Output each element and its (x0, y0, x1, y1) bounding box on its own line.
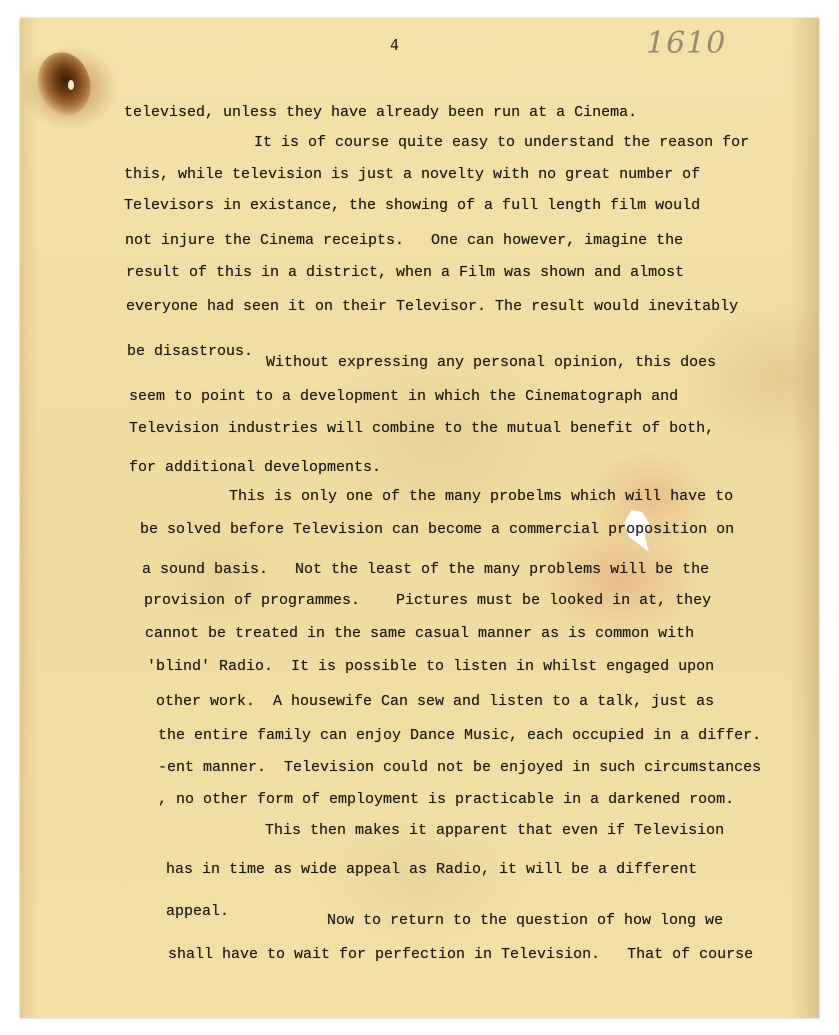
text-line: has in time as wide appeal as Radio, it will be a different (166, 861, 698, 878)
text-line: cannot be treated in the same casual manner as is common with (145, 625, 695, 642)
text-line: a sound basis. Not the least of the many problems will be the (142, 561, 710, 578)
page-number: 4 (390, 36, 400, 54)
text-line: Televisors in existance, the showing of a full length film would (124, 197, 701, 214)
burn-mark (31, 46, 98, 121)
text-line: result of this in a district, when a Film was shown and almost (126, 264, 685, 281)
text-line: , no other form of employment is practicable in a darkened room. (158, 791, 735, 808)
text-line: This then makes it apparent that even if Television (265, 822, 725, 839)
text-line: for additional developments. (129, 459, 382, 476)
text-line: seem to point to a development in which the Cinematograph and (129, 388, 679, 405)
text-line: be solved before Television can become a commercial proposition on (140, 521, 735, 538)
burn-hole (68, 80, 74, 90)
text-line: It is of course quite easy to understand the reason for (254, 134, 750, 151)
text-line: Now to return to the question of how long we (327, 912, 724, 929)
text-line: appeal. (166, 903, 230, 920)
archive-number: 1610 (646, 26, 727, 61)
text-line: 'blind' Radio. It is possible to listen in whilst engaged upon (147, 658, 715, 675)
text-line: other work. A housewife Can sew and listen to a talk, just as (156, 693, 715, 710)
text-line: this, while television is just a novelty with no great number of (124, 166, 701, 183)
text-line: not injure the Cinema receipts. One can however, imagine the (125, 232, 684, 249)
text-line: the entire family can enjoy Dance Music, each occupied in a differ. (158, 727, 762, 744)
text-line: Television industries will combine to the mutual benefit of both, (129, 420, 715, 437)
text-line: everyone had seen it on their Televisor. The result would inevitably (126, 298, 739, 315)
text-line: Without expressing any personal opinion, this does (266, 354, 717, 371)
text-line: provision of programmes. Pictures must be looked in at, they (144, 592, 712, 609)
text-line: This is only one of the many probelms which will have to (229, 488, 734, 505)
text-line: be disastrous. (127, 343, 254, 360)
text-line: -ent manner. Television could not be enjoyed in such circumstances (158, 759, 762, 776)
text-line: televised, unless they have already been run at a Cinema. (124, 104, 638, 121)
text-line: shall have to wait for perfection in Television. That of course (168, 946, 754, 963)
